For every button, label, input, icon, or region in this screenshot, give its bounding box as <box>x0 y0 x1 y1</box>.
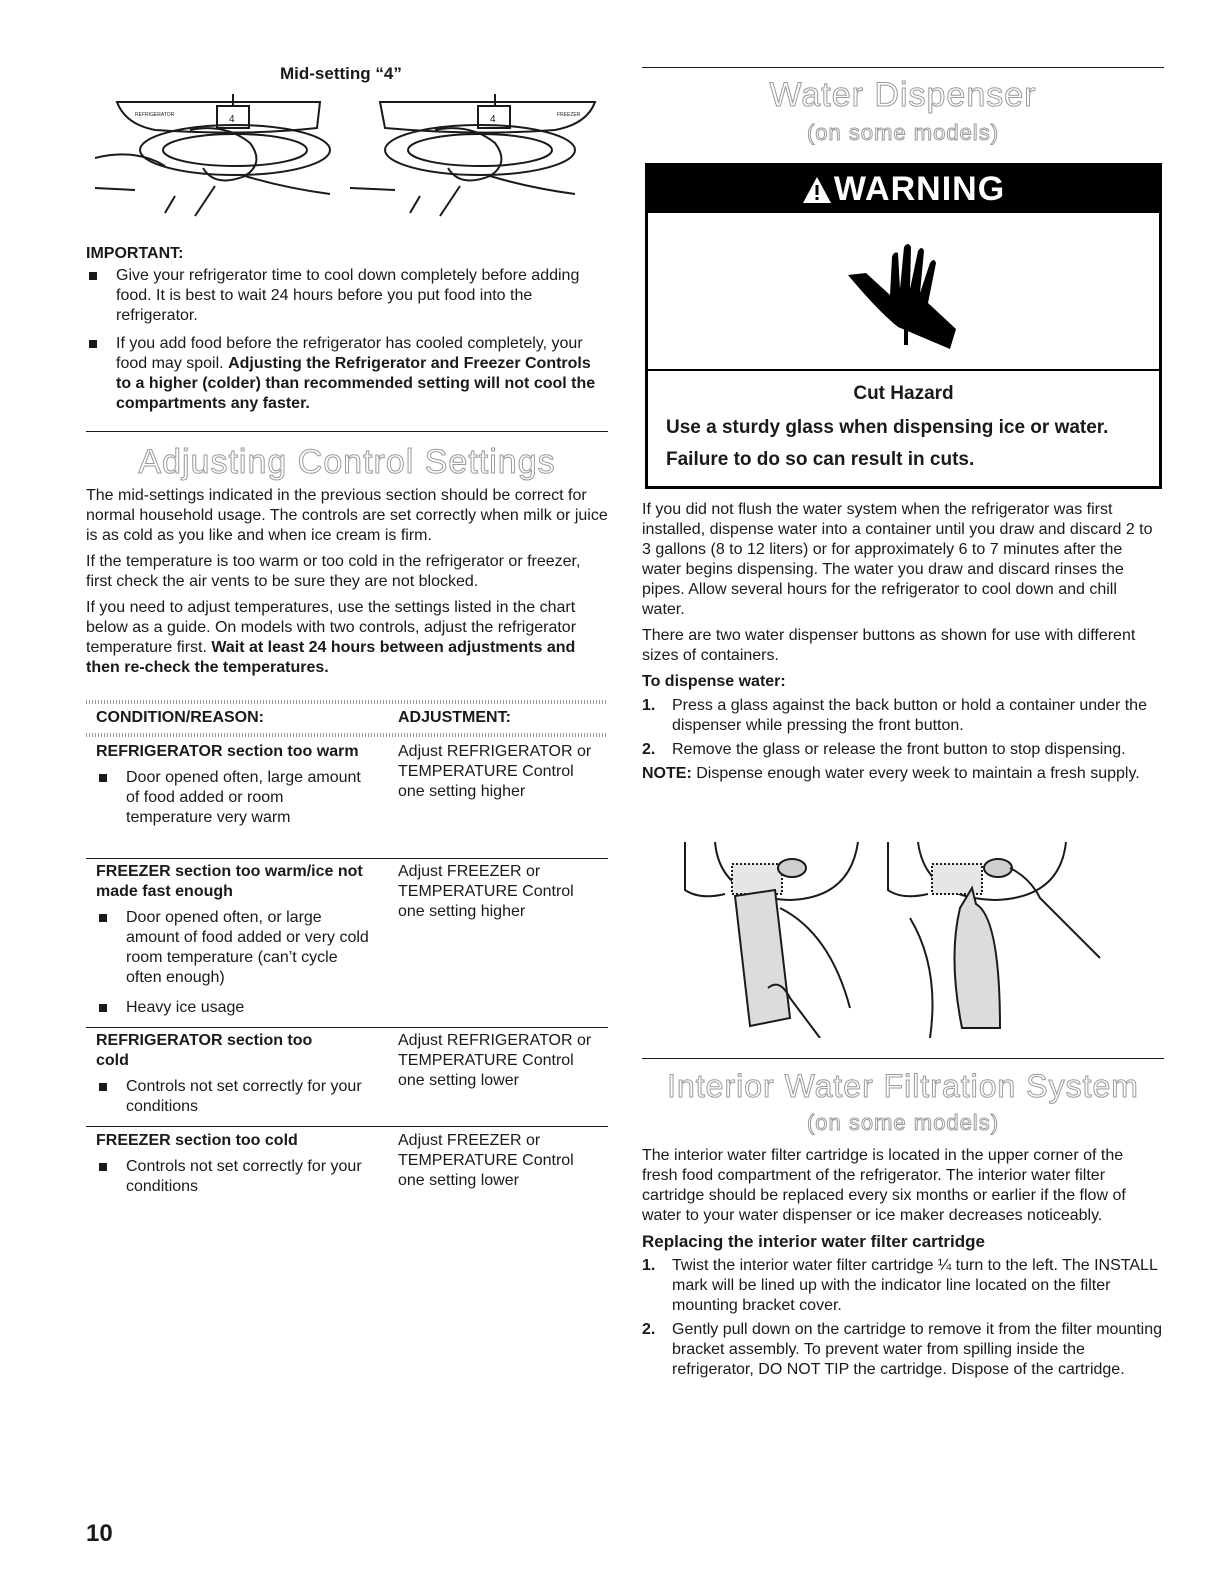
important-bullets <box>86 266 606 414</box>
table-row <box>96 862 606 1018</box>
row-2-bullet-1: Door opened often, or large amount of food added or very cold room temperature (can’t cycle often enough) <box>96 908 371 988</box>
dispense-note <box>642 764 1162 784</box>
filtration-title: Interior Water Filtration System <box>667 1068 1139 1104</box>
list-item <box>642 696 1162 736</box>
filter-step-1-text: Twist the interior water filter cartridge ¼ turn to the left. The INSTALL mark will be lined up with the indicator line located on the filter mounting bracket cover. <box>672 1257 1158 1314</box>
table-row <box>96 742 606 828</box>
table-top-rule <box>86 700 608 704</box>
cut-hazard-pictogram-area <box>648 213 1159 371</box>
filter-step-1-number: 1. <box>642 1257 656 1274</box>
note-text: Dispense enough water every week to maintain a fresh supply. <box>691 765 1140 782</box>
refrigerator-dial-graphic <box>95 94 330 216</box>
row-1-bullet-1: Door opened often, large amount of food added or room temperature very warm <box>96 768 371 828</box>
step-2-number: 2. <box>642 741 656 758</box>
water-para-2: There are two water dispenser buttons as shown for use with different sizes of containers. <box>642 627 1136 664</box>
row-4-bullet-1: Controls not set correctly for your conditions <box>96 1157 371 1197</box>
row-3-condition: REFRIGERATOR section too cold <box>96 1032 313 1069</box>
list-item <box>642 1320 1162 1380</box>
divider <box>86 431 608 432</box>
note-label: NOTE: <box>642 765 692 782</box>
dispense-steps <box>642 696 1162 760</box>
divider <box>642 1058 1164 1059</box>
important-bullet-2 <box>86 334 606 414</box>
important-bullet-1 <box>86 266 606 326</box>
important-bullet-1-text: Give your refrigerator time to cool down completely before adding food. It is best to wait 24 hours before you put food into the refrigerator. <box>116 267 580 324</box>
filtration-subheading: Replacing the interior water filter cartridge <box>642 1232 985 1251</box>
important-bullet-2-bold: Adjusting the Refrigerator and Freezer Controls to a higher (colder) than recommended setting will not cool the compartments any faster. <box>116 355 596 412</box>
filtration-subtitle: (on some models) <box>806 1110 1000 1135</box>
dispenser-illustration <box>680 838 1120 1038</box>
step-2-text: Remove the glass or release the front button to stop dispensing. <box>672 741 1126 758</box>
water-dispenser-title: Water Dispenser <box>769 76 1037 114</box>
filtration-body <box>642 1146 1162 1384</box>
table-row <box>96 1031 606 1117</box>
cut-hand-icon <box>838 233 968 363</box>
row-2-condition: FREEZER section too warm/ice not made fast enough <box>96 863 363 900</box>
list-item <box>642 1256 1162 1316</box>
table-row <box>96 1131 606 1197</box>
row-4-adjustment: Adjust FREEZER or TEMPERATURE Control one setting lower <box>398 1132 574 1189</box>
warning-hazard-label: Cut Hazard <box>853 383 954 404</box>
freezer-dial-label: FREEZER <box>557 112 581 118</box>
row-2-adjustment: Adjust FREEZER or TEMPERATURE Control one setting higher <box>398 863 574 920</box>
filter-steps <box>642 1256 1162 1380</box>
list-item <box>642 740 1162 760</box>
divider <box>642 67 1164 68</box>
mid-setting-caption: Mid-setting “4” <box>280 64 402 83</box>
adjusting-para-3 <box>86 598 608 678</box>
table-header-adjustment: ADJUSTMENT: <box>398 709 511 726</box>
refrigerator-dial-value: 4 <box>229 114 235 125</box>
refrigerator-dial-label: REFRIGERATOR <box>135 112 175 118</box>
water-dispenser-subtitle: (on some models) <box>806 120 1000 145</box>
warning-banner-text: WARNING <box>833 170 1006 208</box>
filter-step-2-number: 2. <box>642 1321 656 1338</box>
step-1-text: Press a glass against the back button or hold a container under the dispenser while pressing the front button. <box>672 697 1147 734</box>
row-3-bullet-1: Controls not set correctly for your conditions <box>96 1077 371 1117</box>
page-number: 10 <box>86 1520 113 1547</box>
step-1-number: 1. <box>642 697 656 714</box>
row-1-adjustment: Adjust REFRIGERATOR or TEMPERATURE Control one setting higher <box>398 743 592 800</box>
table-header-condition: CONDITION/REASON: <box>96 709 264 726</box>
row-2-bullet-2: Heavy ice usage <box>96 998 371 1018</box>
adjusting-para-3-text: If you need to adjust temperatures, use the settings listed in the chart below as a guide. On models with two controls, adjust the refrigerator temperature first. <box>86 599 577 656</box>
adjusting-body <box>86 486 608 678</box>
important-bullet-2-text: If you add food before the refrigerator has cooled completely, your food may spoil. <box>116 335 583 372</box>
adjusting-para-1: The mid-settings indicated in the previous section should be correct for normal household usage. The controls are set correctly when milk or juice is as cold as you like and when ice cream is firm. <box>86 487 608 544</box>
freezer-dial-value: 4 <box>490 114 496 125</box>
table-row-rule <box>86 1126 608 1127</box>
table-header-rule <box>86 733 608 737</box>
important-heading: IMPORTANT: <box>86 245 184 262</box>
to-dispense-heading: To dispense water: <box>642 673 786 690</box>
table-row-rule <box>86 858 608 859</box>
warning-banner <box>648 166 1159 213</box>
table-row-rule <box>86 1027 608 1028</box>
row-1-condition: REFRIGERATOR section too warm <box>96 743 359 760</box>
warning-box <box>645 163 1162 489</box>
adjusting-para-2: If the temperature is too warm or too cold in the refrigerator or freezer, first check the air vents to be sure they are not blocked. <box>86 553 581 590</box>
warning-line-1: Use a sturdy glass when dispensing ice or water. <box>666 417 1109 438</box>
row-4-condition: FREEZER section too cold <box>96 1132 298 1149</box>
adjusting-para-3-bold: Wait at least 24 hours between adjustments and then re-check the temperatures. <box>86 639 576 676</box>
control-dial-illustration <box>95 88 600 233</box>
filter-step-2-text: Gently pull down on the cartridge to remove it from the filter mounting bracket assembly. To prevent water from spilling inside the refrigerator, DO NOT TIP the cartridge. Dispose of the cartridge. <box>672 1321 1163 1378</box>
filtration-para: The interior water filter cartridge is located in the upper corner of the fresh food compartment of the refrigerator. The interior water filter cartridge should be replaced every six months or earlier if the flow of water to your water dispenser or ice maker decreases noticeably. <box>642 1147 1126 1224</box>
warning-line-2: Failure to do so can result in cuts. <box>666 449 975 470</box>
glass-dispensing-graphic <box>685 842 858 1038</box>
row-3-adjustment: Adjust REFRIGERATOR or TEMPERATURE Control one setting lower <box>398 1032 592 1089</box>
button-dispensing-graphic <box>888 842 1100 1038</box>
adjusting-title: Adjusting Control Settings <box>138 443 556 481</box>
water-dispenser-body <box>642 500 1162 784</box>
water-para-1: If you did not flush the water system when the refrigerator was first installed, dispense water into a container until you draw and discard 2 to 3 gallons (8 to 12 liters) or for approximately 6 to 7 minutes after the water begins dispensing. The water you draw and discard rinses the pipes. Allow several hours for the refrigerator to cool down and chill water. <box>642 501 1153 618</box>
warning-triangle-icon <box>802 176 832 204</box>
